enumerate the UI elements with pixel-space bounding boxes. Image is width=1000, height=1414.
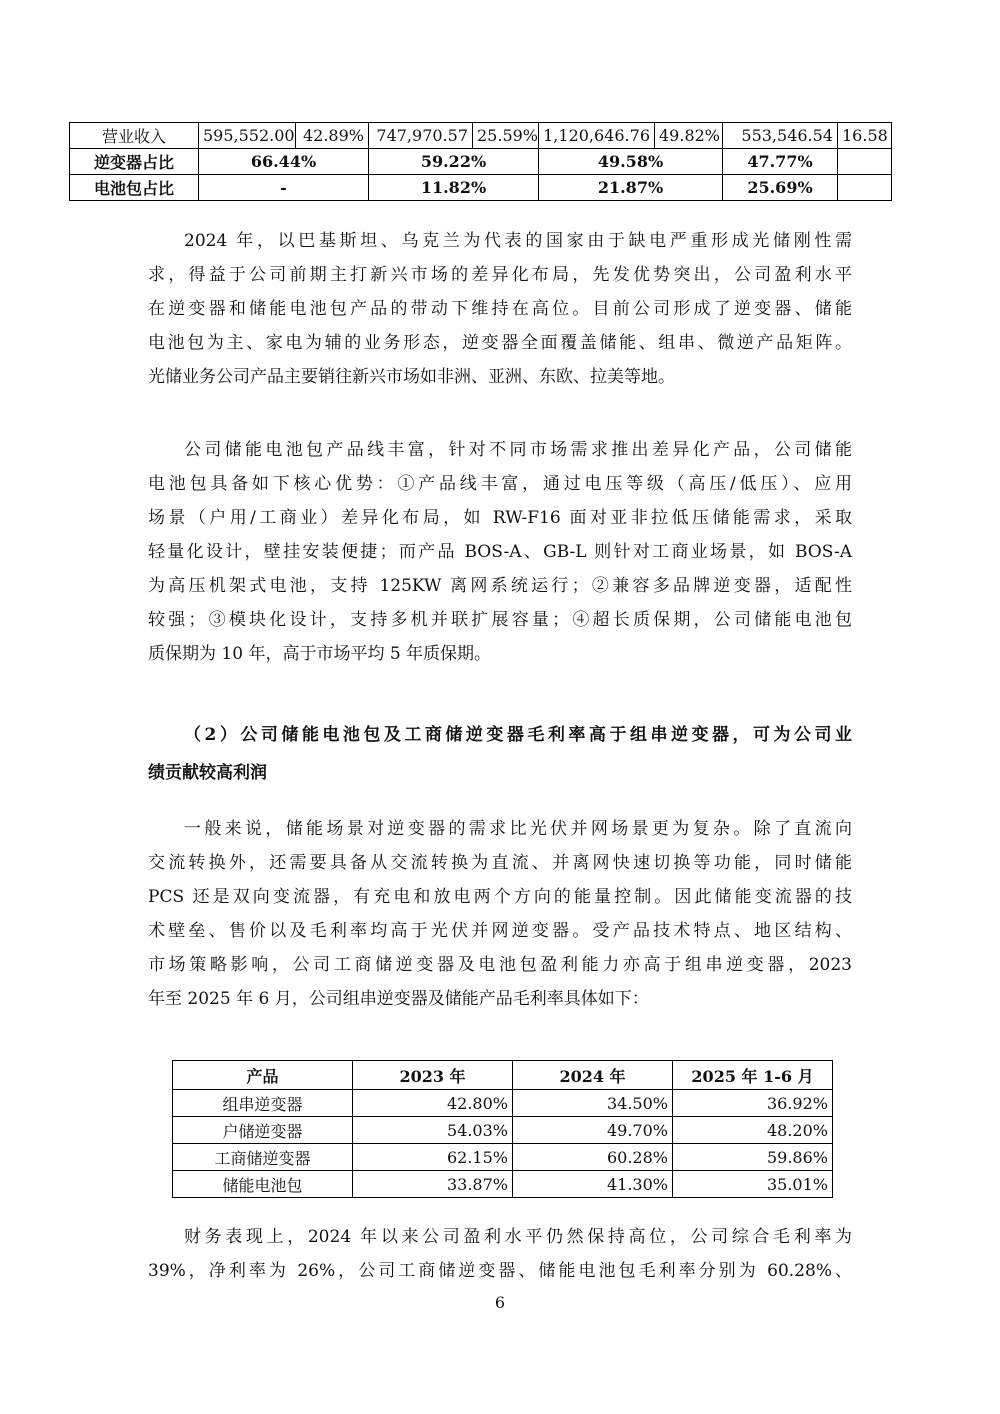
table-row — [173, 1090, 833, 1117]
table-cell — [838, 175, 892, 201]
text-line: 在逆变器和储能电池包产品的带动下维持在高位。目前公司形成了逆变器、储能 — [148, 299, 852, 319]
product-cell: 户储逆变器 — [173, 1117, 353, 1144]
column-header: 产品 — [173, 1061, 353, 1090]
table-cell: 59.22% — [369, 149, 539, 175]
product-cell: 工商储逆变器 — [173, 1144, 353, 1171]
table-cell: 16.58 — [838, 123, 892, 149]
table-row — [70, 123, 892, 149]
table-cell: 60.28% — [513, 1144, 673, 1171]
table-cell: 47.77% — [723, 149, 838, 175]
column-header: 2025 年 1-6 月 — [673, 1061, 833, 1090]
column-header: 2024 年 — [513, 1061, 673, 1090]
text-line: 财务表现上，2024 年以来公司盈利水平仍然保持高位，公司综合毛利率为 — [184, 1227, 852, 1247]
product-cell: 储能电池包 — [173, 1171, 353, 1198]
table-cell: 42.89% — [296, 123, 369, 149]
column-header: 2023 年 — [353, 1061, 513, 1090]
revenue-table — [69, 122, 892, 201]
table-cell: 35.01% — [673, 1171, 833, 1198]
text-line: 2024 年，以巴基斯坦、乌克兰为代表的国家由于缺电严重形成光储刚性需 — [184, 231, 852, 251]
table-cell: 34.50% — [513, 1090, 673, 1117]
text-line: 为高压机架式电池，支持 125KW 离网系统运行；②兼容多品牌逆变器，适配性 — [148, 576, 852, 596]
table-cell: 62.15% — [353, 1144, 513, 1171]
text-line: 电池包为主、家电为辅的业务形态，逆变器全面覆盖储能、组串、微逆产品矩阵。 — [148, 333, 852, 353]
text-line: 一般来说，储能场景对逆变器的需求比光伏并网场景更为复杂。除了直流向 — [184, 819, 852, 839]
table-cell: 11.82% — [369, 175, 539, 201]
text-line: 光储业务公司产品主要销往新兴市场如非洲、亚洲、东欧、拉美等地。 — [148, 367, 675, 387]
table-cell: - — [199, 175, 369, 201]
table-cell: 33.87% — [353, 1171, 513, 1198]
row-label: 营业收入 — [70, 123, 199, 149]
table-row — [173, 1171, 833, 1198]
table-cell: 41.30% — [513, 1171, 673, 1198]
table-cell: 48.20% — [673, 1117, 833, 1144]
page-number: 6 — [494, 1293, 506, 1312]
paragraph-battery-advantages — [148, 433, 852, 671]
table-cell: 25.69% — [723, 175, 838, 201]
paragraph-market-overview — [148, 224, 852, 394]
table-cell: 1,120,646.76 — [539, 123, 655, 149]
table-row — [173, 1144, 833, 1171]
table-cell — [838, 149, 892, 175]
text-line: 交流转换外，还需要具备从交流转换为直流、并离网快速切换等功能，同时储能 — [148, 853, 852, 873]
table-cell: 21.87% — [539, 175, 723, 201]
table-cell: 595,552.00 — [199, 123, 296, 149]
text-line: 场景（户用/工商业）差异化布局，如 RW-F16 面对亚非拉低压储能需求，采取 — [148, 508, 852, 528]
gross-margin-table — [172, 1060, 833, 1198]
paragraph-storage-pcs — [148, 812, 852, 1016]
text-line: 较强；③模块化设计，支持多机并联扩展容量；④超长质保期，公司储能电池包 — [148, 610, 852, 630]
text-line: 39%，净利率为 26%，公司工商储逆变器、储能电池包毛利率分别为 60.28%、 — [148, 1261, 852, 1281]
table-row — [70, 175, 892, 201]
text-line: 市场策略影响，公司工商储逆变器及电池包盈利能力亦高于组串逆变器，2023 — [148, 955, 852, 975]
table-cell: 49.82% — [655, 123, 723, 149]
table-cell: 49.58% — [539, 149, 723, 175]
heading-line: （2）公司储能电池包及工商储逆变器毛利率高于组串逆变器，可为公司业 — [184, 725, 852, 745]
text-line: 质保期为 10 年，高于市场平均 5 年质保期。 — [148, 644, 492, 664]
table-cell: 25.59% — [473, 123, 539, 149]
heading-line: 绩贡献较高利润 — [148, 763, 267, 783]
table-cell: 553,546.54 — [723, 123, 838, 149]
text-line: PCS 还是双向变流器，有充电和放电两个方向的能量控制。因此储能变流器的技 — [148, 887, 852, 907]
text-line: 电池包具备如下核心优势：①产品线丰富，通过电压等级（高压/低压）、应用 — [148, 474, 852, 494]
table-row — [70, 149, 892, 175]
table-header-row — [173, 1061, 833, 1090]
row-label: 逆变器占比 — [70, 149, 199, 175]
table-cell: 42.80% — [353, 1090, 513, 1117]
table-cell: 54.03% — [353, 1117, 513, 1144]
text-line: 轻量化设计，壁挂安装便捷；而产品 BOS-A、GB-L 则针对工商业场景，如 BOS-A — [148, 542, 852, 562]
table-cell: 49.70% — [513, 1117, 673, 1144]
text-line: 公司储能电池包产品线丰富，针对不同市场需求推出差异化产品，公司储能 — [184, 440, 852, 460]
section-heading — [148, 716, 852, 792]
row-label: 电池包占比 — [70, 175, 199, 201]
table-cell: 59.86% — [673, 1144, 833, 1171]
table-cell: 66.44% — [199, 149, 369, 175]
text-line: 术壁垒、售价以及毛利率均高于光伏并网逆变器。受产品技术特点、地区结构、 — [148, 921, 852, 941]
table-row — [173, 1117, 833, 1144]
text-line: 年至 2025 年 6 月，公司组串逆变器及储能产品毛利率具体如下： — [148, 989, 649, 1009]
table-cell: 747,970.57 — [369, 123, 473, 149]
table-cell: 36.92% — [673, 1090, 833, 1117]
product-cell: 组串逆变器 — [173, 1090, 353, 1117]
paragraph-financial-performance — [148, 1220, 852, 1288]
text-line: 求，得益于公司前期主打新兴市场的差异化布局，先发优势突出，公司盈利水平 — [148, 265, 852, 285]
